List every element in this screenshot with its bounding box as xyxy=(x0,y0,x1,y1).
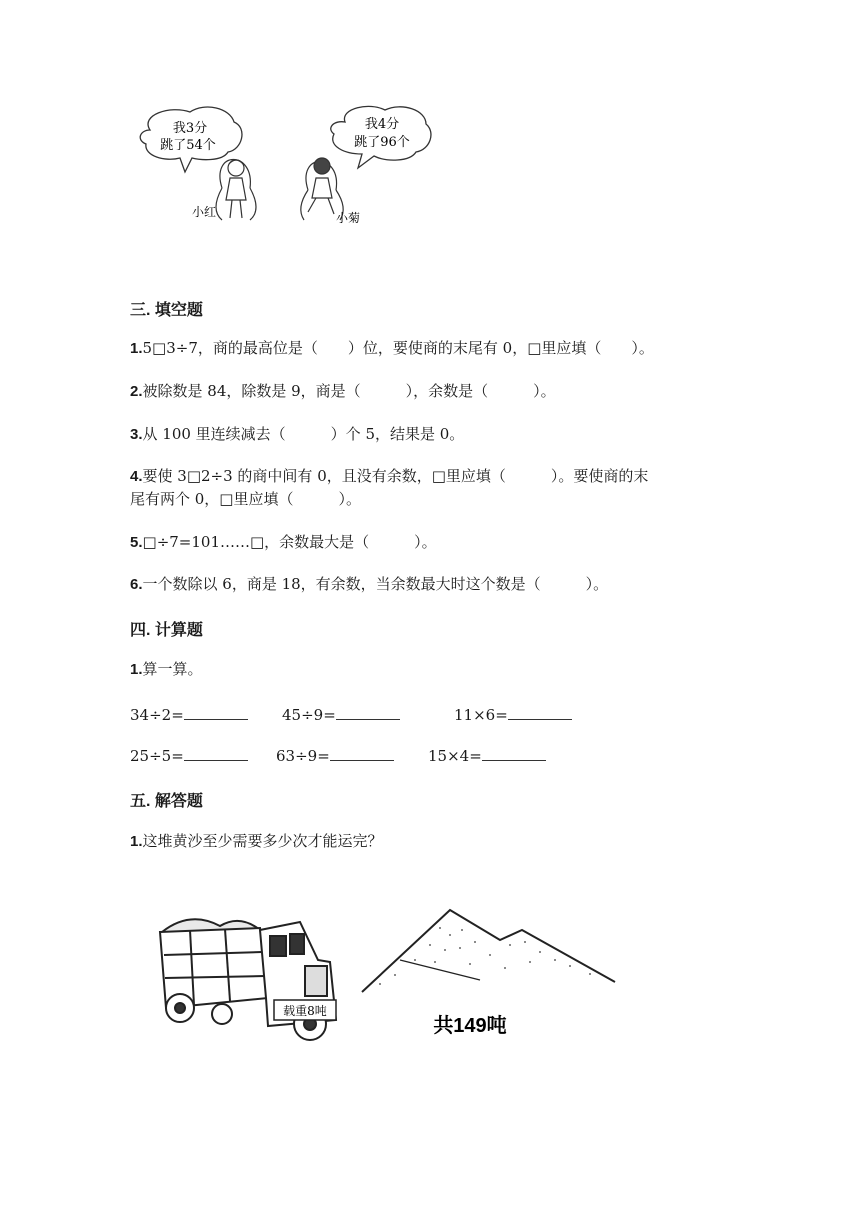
bubble-left-line2: 跳了54个 xyxy=(160,138,216,153)
bubble-left-line1: 我3分 xyxy=(172,121,208,136)
question-3-5: 5.□÷7=101……□，余数最大是（ ）。 xyxy=(130,533,437,551)
sand-total-label: 共149吨 xyxy=(433,1015,507,1037)
calc-item: 25÷5= xyxy=(130,746,248,765)
girl-xiaohong-figure xyxy=(216,160,256,221)
truck-figure xyxy=(160,919,336,1040)
bubble-right-line1: 我4分 xyxy=(364,117,400,132)
calc-item: 45÷9= xyxy=(282,705,400,724)
section-title-calculation: 四. 计算题 xyxy=(130,622,203,639)
question-3-4: 4.要使 3□2÷3 的商中间有 0，且没有余数，□里应填（ ）。要使商的末 xyxy=(130,467,649,485)
answer-blank[interactable] xyxy=(482,746,546,761)
answer-blank[interactable] xyxy=(184,705,248,720)
answer-blank[interactable] xyxy=(330,746,394,761)
section-title-solve: 五. 解答题 xyxy=(130,793,203,810)
sand-pile-figure xyxy=(362,910,615,992)
question-3-2: 2.被除数是 84，除数是 9，商是（ ），余数是（ ）。 xyxy=(130,382,556,400)
question-4-1: 1.算一算。 xyxy=(130,660,203,678)
truck-sand-illustration xyxy=(150,900,630,1060)
question-3-6: 6.一个数除以 6，商是 18，有余数，当余数最大时这个数是（ ）。 xyxy=(130,575,609,593)
answer-blank[interactable] xyxy=(508,705,572,720)
calc-item: 34÷2= xyxy=(130,705,248,724)
section-title-fill-in: 三. 填空题 xyxy=(130,302,203,319)
calc-item: 15×4= xyxy=(428,746,546,765)
calc-item: 11×6= xyxy=(454,705,572,724)
truck-capacity-label: 载重8吨 xyxy=(283,1004,327,1018)
bubble-right-line2: 跳了96个 xyxy=(354,135,410,150)
name-xiaoju: 小菊 xyxy=(336,211,361,225)
question-3-3: 3.从 100 里连续减去（ ）个 5，结果是 0。 xyxy=(130,425,465,443)
answer-blank[interactable] xyxy=(336,705,400,720)
answer-blank[interactable] xyxy=(184,746,248,761)
calc-item: 63÷9= xyxy=(276,746,394,765)
question-3-4-cont: 尾有两个 0，□里应填（ ）。 xyxy=(130,490,361,508)
name-xiaohong: 小红 xyxy=(192,205,217,219)
jump-rope-illustration xyxy=(130,100,440,235)
question-5-1: 1.这堆黄沙至少需要多少次才能运完？ xyxy=(130,832,383,850)
question-3-1: 1.5□3÷7，商的最高位是（ ）位，要使商的末尾有 0，□里应填（ ）。 xyxy=(130,339,654,357)
